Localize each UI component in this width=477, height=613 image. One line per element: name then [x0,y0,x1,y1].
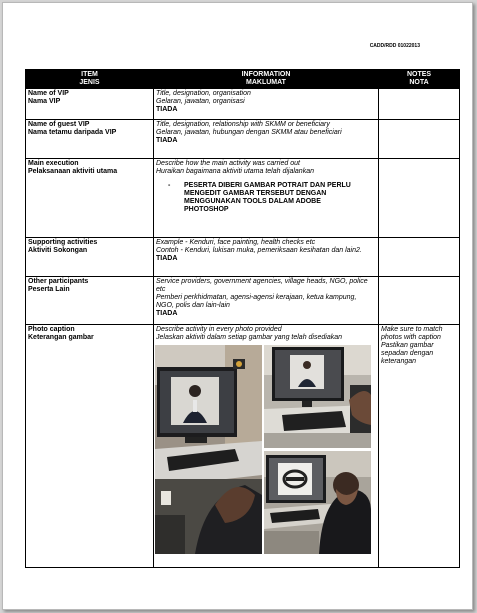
main-execution-info: Describe how the main activity was carried out Huraikan bagaimana aktiviti utama telah dijalankan - PESERTA DIBERI GAMBAR POTRAIT DAN PERLU MENGEDIT GAMBAR TERSEBUT DENGAN MENGGUNAKAN TOOLS DALAM ADOBE PHOTOSHOP [154,159,379,238]
main-execution-label: Main execution Pelaksanaan aktiviti utama [26,159,154,238]
participants-info: Service providers, government agencies, village heads, NGO, police etc Pemberi perkhidmatan, agensi-agensi kerajaan, ketua kampung, NGO, polis dan lain-lain TIADA [154,277,379,325]
activity-report-table [25,69,460,568]
table-row [26,277,460,325]
photo-top-right-laptop [264,345,371,448]
vip-info: Title, designation, organisation Gelaran, jawatan, organisasi TIADA [154,89,379,120]
header-information: INFORMATION MAKLUMAT [154,70,379,89]
photo-collage [156,345,376,557]
vip-label: Name of VIP Nama VIP [26,89,154,120]
header-notes: NOTES NOTA [379,70,460,89]
document-page [2,2,473,610]
table-row [26,120,460,159]
main-execution-notes [379,159,460,238]
guest-vip-info: Title, designation, relationship with SKMM or beneficiary Gelaran, jawatan, hubungan dengan SKMM atau beneficiari TIADA [154,120,379,159]
bullet-dash: - [168,182,171,189]
photo-top-right-image [264,345,371,448]
photo-caption-label: Photo caption Keterangan gambar [26,325,154,568]
table-row [26,325,460,568]
supporting-info: Example - Kenduri, face painting, health checks etc Contoh - Kenduri, lukisan muka, pemeriksaan kesihatan dan lain2. TIADA [154,238,379,277]
photo-caption-notes: Make sure to match photos with caption Pastikan gambar sepadan dengan keterangan [379,325,460,568]
guest-vip-notes [379,120,460,159]
bullet-text: PESERTA DIBERI GAMBAR POTRAIT DAN PERLU MENGEDIT GAMBAR TERSEBUT DENGAN MENGGUNAKAN TOOLS DALAM ADOBE PHOTOSHOP [184,182,351,213]
participants-label: Other participants Peserta Lain [26,277,154,325]
supporting-label: Supporting activities Aktiviti Sokongan [26,238,154,277]
header-item: ITEM JENIS [26,70,154,89]
table-row [26,89,460,120]
guest-vip-label: Name of guest VIP Nama tetamu daripada VIP [26,120,154,159]
bullet-item [168,182,376,214]
photo-left-image [155,345,262,554]
supporting-notes [379,238,460,277]
photo-caption-info: Describe activity in every photo provided Jelaskan aktiviti dalam setiap gambar yang telah disediakan [154,325,379,568]
table-row [26,159,460,238]
vip-notes [379,89,460,120]
photo-left-editing-portrait [155,345,262,554]
photo-bottom-right-image [264,451,371,554]
table-header-row [26,70,460,89]
document-reference: CADD/RDD 01022013 [369,43,420,49]
photo-bottom-right-student [264,451,371,554]
participants-notes [379,277,460,325]
table-row [26,238,460,277]
